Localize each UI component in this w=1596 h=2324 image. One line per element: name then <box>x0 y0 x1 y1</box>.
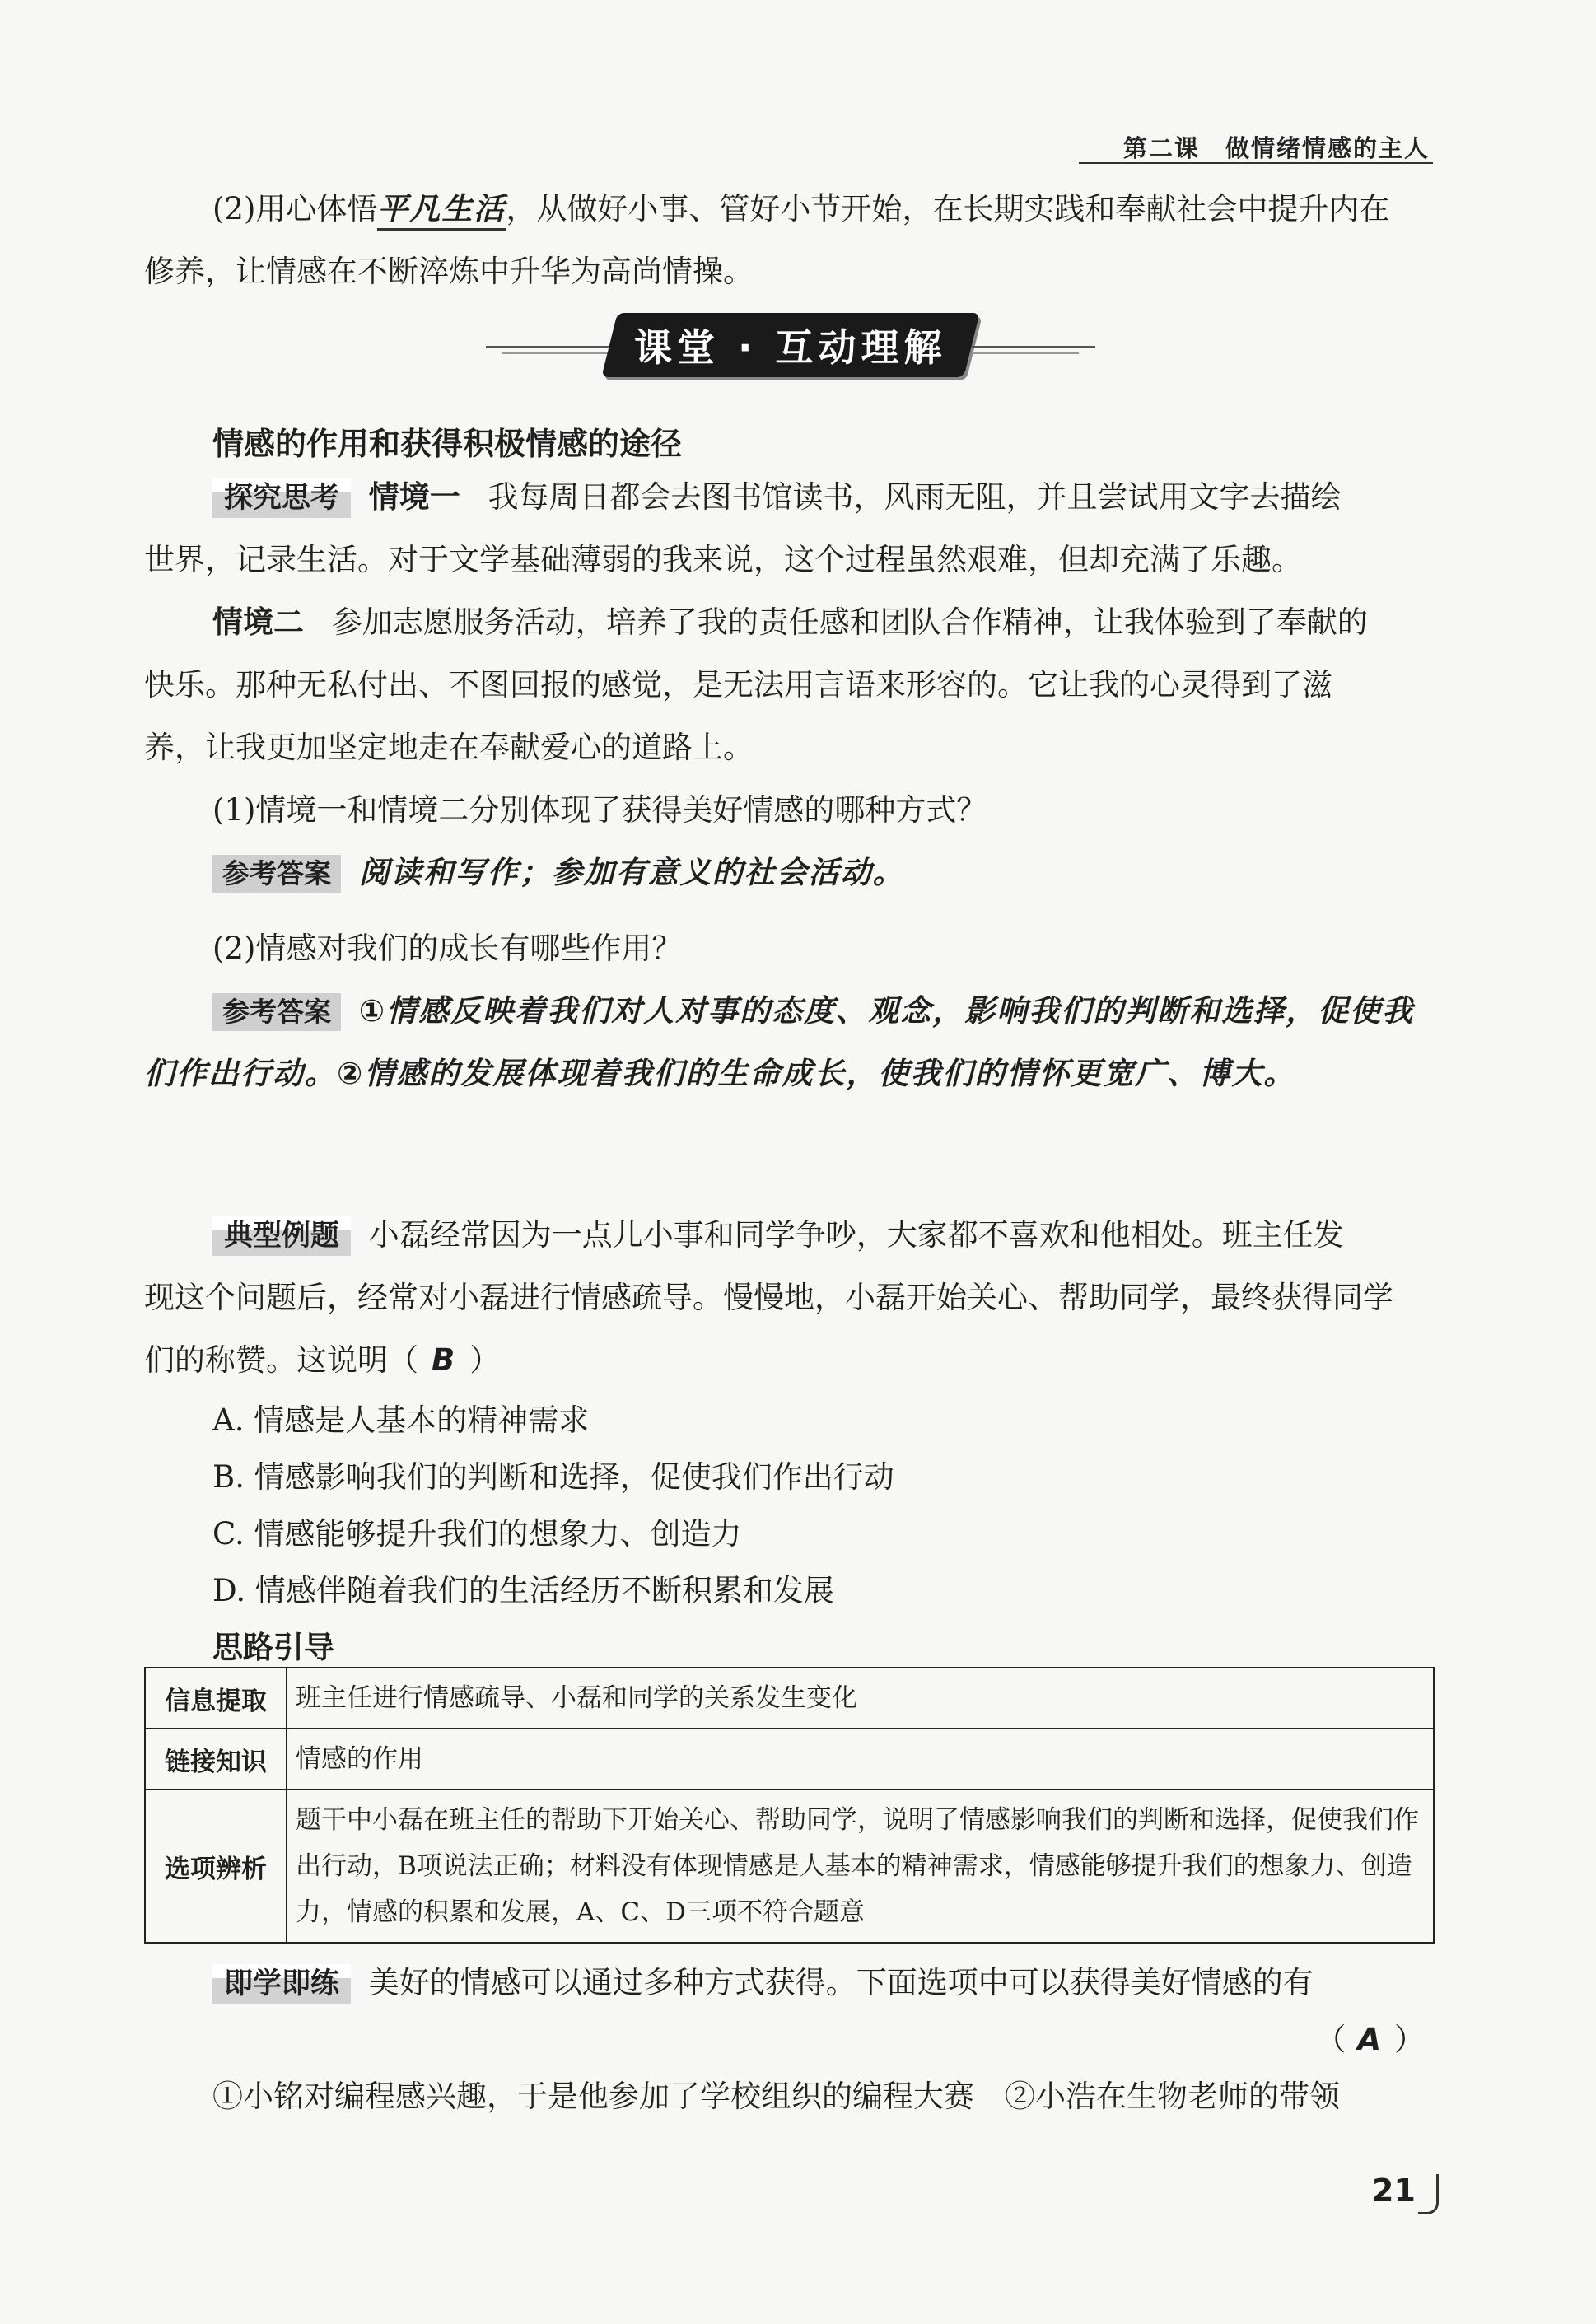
answer-2-line1: ①情感反映着我们对人对事的态度、观念，影响我们的判断和选择，促使我 <box>358 993 1415 1029</box>
intro-paragraph <box>144 178 1433 303</box>
row-content: 情感的作用 <box>287 1729 1434 1790</box>
option-c: C. 情感能够提升我们的想象力、创造力 <box>212 1516 742 1552</box>
scene2-line3: 养，让我更加坚定地走在奉献爱心的道路上。 <box>144 730 754 765</box>
answer-tag-2: 参考答案 <box>212 993 341 1031</box>
row-header: 信息提取 <box>145 1668 287 1729</box>
guide-title: 思路引导 <box>212 1630 334 1665</box>
scene1-line1: 我每周日都会去图书馆读书，风雨无阻，并且尝试用文字去描绘 <box>488 479 1342 515</box>
practice-tag: 即学即练 <box>212 1964 351 2004</box>
row-header: 链接知识 <box>145 1729 287 1790</box>
question-1: (1)情境一和情境二分别体现了获得美好情感的哪种方式？ <box>212 792 987 828</box>
practice-line2: ①小铭对编程感兴趣，于是他参加了学校组织的编程大赛 ②小浩在生物老师的带领 <box>212 2079 1340 2114</box>
header-rule <box>1079 162 1433 164</box>
practice-answer-suffix: ） <box>1394 2022 1425 2057</box>
banner-line-right <box>972 346 1095 348</box>
section-heading: 情感的作用和获得积极情感的途径 <box>212 426 683 462</box>
page-number: 21 <box>1372 2172 1416 2209</box>
row-content: 题干中小磊在班主任的帮助下开始关心、帮助同学，说明了情感影响我们的判断和选择，促使我们作出行动，B项说法正确；材料没有体现情感是人基本的精神需求，情感能够提升我们的想象力、创造力，情感的积累和发展，A、C、D三项不符合题意 <box>287 1790 1434 1943</box>
practice-block <box>144 1952 1433 2128</box>
banner-line-left <box>486 346 609 348</box>
scene1-line2: 世界，记录生活。对于文学基础薄弱的我来说，这个过程虽然艰难，但却充满了乐趣。 <box>144 542 1302 577</box>
scene2-line2: 快乐。那种无私付出、不图回报的感觉，是无法用言语来形容的。它让我的心灵得到了滋 <box>144 667 1332 702</box>
scene2-label: 情境二 <box>212 604 304 640</box>
question-2: (2)情感对我们的成长有哪些作用？ <box>212 931 683 966</box>
answer-tag-1: 参考答案 <box>212 855 341 893</box>
answer-2-line2: 们作出行动。②情感的发展体现着我们的生命成长，使我们的情怀更宽广、博大。 <box>144 1056 1296 1091</box>
question-2-block <box>144 917 1433 1105</box>
answer-1: 阅读和写作；参加有意义的社会活动。 <box>358 855 905 890</box>
practice-answer: A <box>1357 2022 1383 2057</box>
row-header: 选项辨析 <box>145 1790 287 1943</box>
scene1-label: 情境一 <box>368 479 460 515</box>
intro-line2: 修养，让情感在不断淬炼中升华为高尚情操。 <box>144 254 754 289</box>
scene2-line1: 参加志愿服务活动，培养了我的责任感和团队合作精神，让我体验到了奉献的 <box>331 604 1368 640</box>
example-line3-suffix: ） <box>469 1342 501 1378</box>
banner-line-right-2 <box>972 352 1079 354</box>
intro-keyword: 平凡生活 <box>377 191 506 231</box>
example-answer: B <box>432 1342 457 1378</box>
option-a: A. 情感是人基本的精神需求 <box>212 1402 590 1438</box>
explore-tag: 探究思考 <box>212 478 351 518</box>
page-number-bracket <box>1418 2174 1439 2214</box>
example-line3-prefix: 们的称赞。这说明（ <box>144 1342 418 1378</box>
section-banner <box>601 313 979 377</box>
practice-answer-prefix: （ <box>1315 2022 1346 2057</box>
option-d: D. 情感伴随着我们的生活经历不断积累和发展 <box>212 1573 834 1608</box>
example-block <box>144 1204 1433 1677</box>
intro-prefix: (2)用心体悟 <box>212 191 378 226</box>
option-b: B. 情感影响我们的判断和选择，促使我们作出行动 <box>212 1459 894 1495</box>
running-header: 第二课 做情绪情感的主人 <box>1122 134 1430 162</box>
banner-title: 课堂 · 互动理解 <box>634 325 947 370</box>
table-row <box>145 1668 1434 1729</box>
banner-line-left-2 <box>502 352 609 354</box>
intro-rest: ，从做好小事、管好小节开始，在长期实践和奉献社会中提升内在 <box>506 191 1390 226</box>
explore-block <box>144 466 1433 904</box>
practice-line1: 美好的情感可以通过多种方式获得。下面选项中可以获得美好情感的有 <box>368 1965 1314 2000</box>
row-content: 班主任进行情感疏导、小磊和同学的关系发生变化 <box>287 1668 1434 1729</box>
table-row <box>145 1790 1434 1943</box>
example-line2: 现这个问题后，经常对小磊进行情感疏导。慢慢地，小磊开始关心、帮助同学，最终获得同学 <box>144 1280 1393 1315</box>
example-line1: 小磊经常因为一点儿小事和同学争吵，大家都不喜欢和他相处。班主任发 <box>368 1217 1344 1253</box>
example-tag: 典型例题 <box>212 1216 351 1256</box>
table-row <box>145 1729 1434 1790</box>
example-options <box>144 1392 1433 1619</box>
guide-table <box>144 1667 1435 1944</box>
